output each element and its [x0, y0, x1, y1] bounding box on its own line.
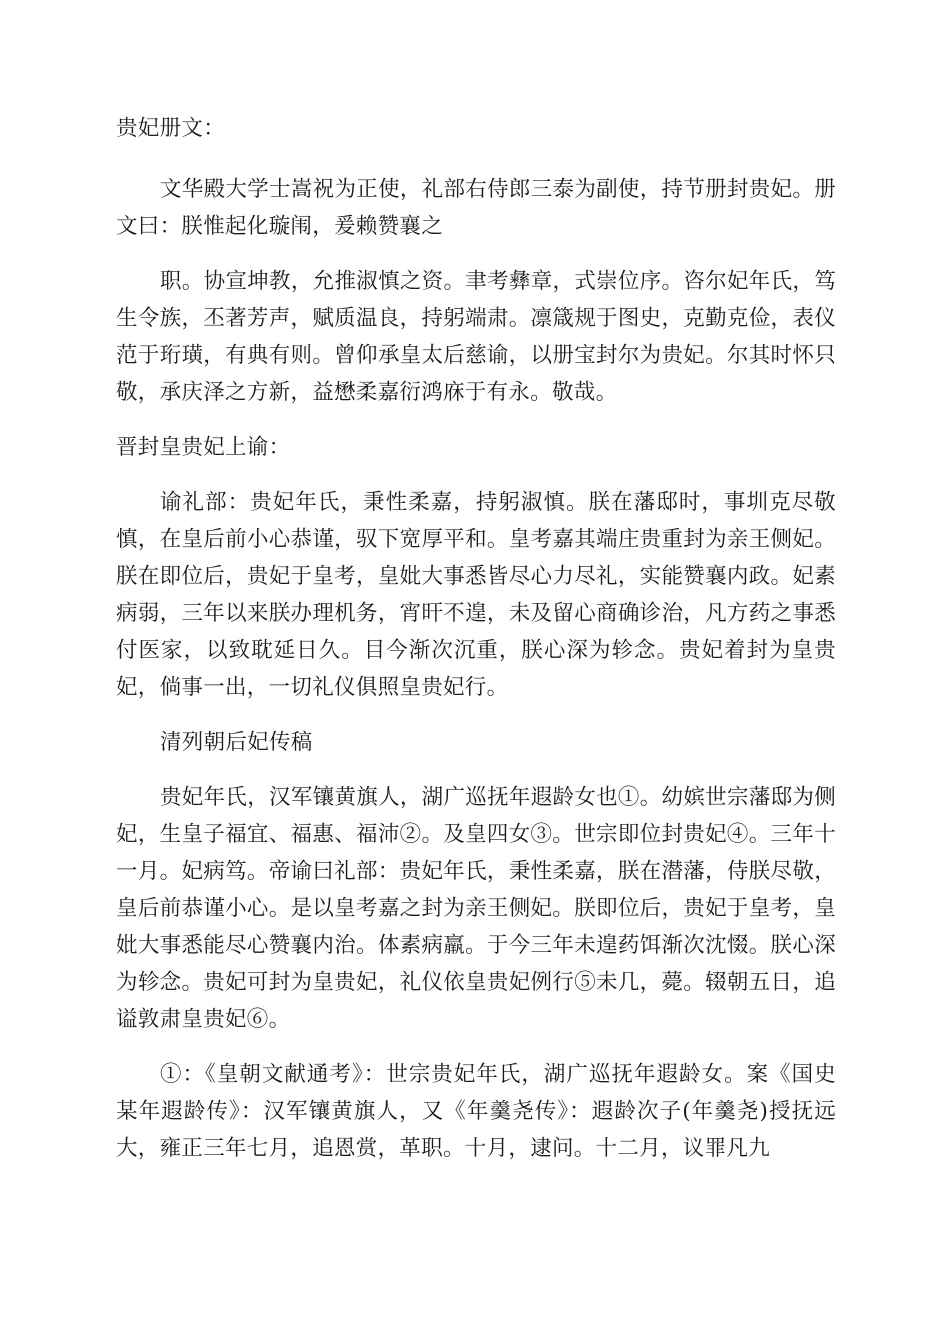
paragraph-biography: 贵妃年氏，汉军镶黄旗人，湖广巡抚年遐龄女也①。幼嫔世宗藩邸为侧妃，生皇子福宜、福惠、福沛②。及皇四女③。世宗即位封贵妃④。三年十一月。妃病笃。帝谕曰礼部：贵妃年氏，秉性柔嘉，朕在潜藩，侍朕尽敬，皇后前恭谨小心。是以皇考嘉之封为亲王侧妃。朕即位后，贵妃于皇考，皇妣大事悉能尽心赞襄内治。体素病羸。于今三年未遑药饵渐次沈惙。朕心深为轸念。贵妃可封为皇贵妃，礼仪依皇贵妃例行⑤未几，薨。辍朝五日，追谥敦肃皇贵妃⑥。 [116, 785, 836, 1032]
footnote-1: ①：《皇朝文献通考》：世宗贵妃年氏，湖广巡抚年遐龄女。案《国史某年遐龄传》：汉军镶黄旗人，又《年羹尧传》：遐龄次子(年羹尧)授抚远大，雍正三年七月，追恩赏，革职。十月，逮问。十二月，议罪凡九 [116, 1062, 836, 1161]
paragraph-edict-body: 职。协宣坤教，允推淑慎之资。聿考彝章，式崇位序。咨尔妃年氏，笃生令族，丕著芳声，赋质温良，持躬端肃。凛箴规于图史，克勤克俭，表仪范于珩璜，有典有则。曾仰承皇太后慈谕，以册宝封尔为贵妃。尔其时怀只敬，承庆泽之方新，益懋柔嘉衍鸿庥于有永。敬哉。 [116, 269, 836, 405]
heading-biography-source: 清列朝后妃传稿 [160, 730, 313, 755]
heading-consort-edict: 贵妃册文： [116, 116, 226, 141]
document-page [116, 110, 836, 1167]
paragraph-promotion-decree: 谕礼部：贵妃年氏，秉性柔嘉，持躬淑慎。朕在藩邸时，事圳克尽敬慎，在皇后前小心恭谨，驭下宽厚平和。皇考嘉其端庄贵重封为亲王侧妃。朕在即位后，贵妃于皇考，皇妣大事悉皆尽心力尽礼，实能赞襄内政。妃素病弱，三年以来朕办理机务，宵旰不遑，未及留心商确诊治，凡方药之事悉付医家，以致耽延日久。目今渐次沉重，朕心深为轸念。贵妃着封为皇贵妃，倘事一出，一切礼仪俱照皇贵妃行。 [116, 490, 836, 700]
paragraph-edict-opening: 文华殿大学士嵩祝为正使，礼部右侍郎三泰为副使，持节册封贵妃。册文曰：朕惟起化璇闱，爰赖赞襄之 [116, 177, 836, 239]
heading-promotion-decree: 晋封皇贵妃上谕： [116, 435, 291, 460]
